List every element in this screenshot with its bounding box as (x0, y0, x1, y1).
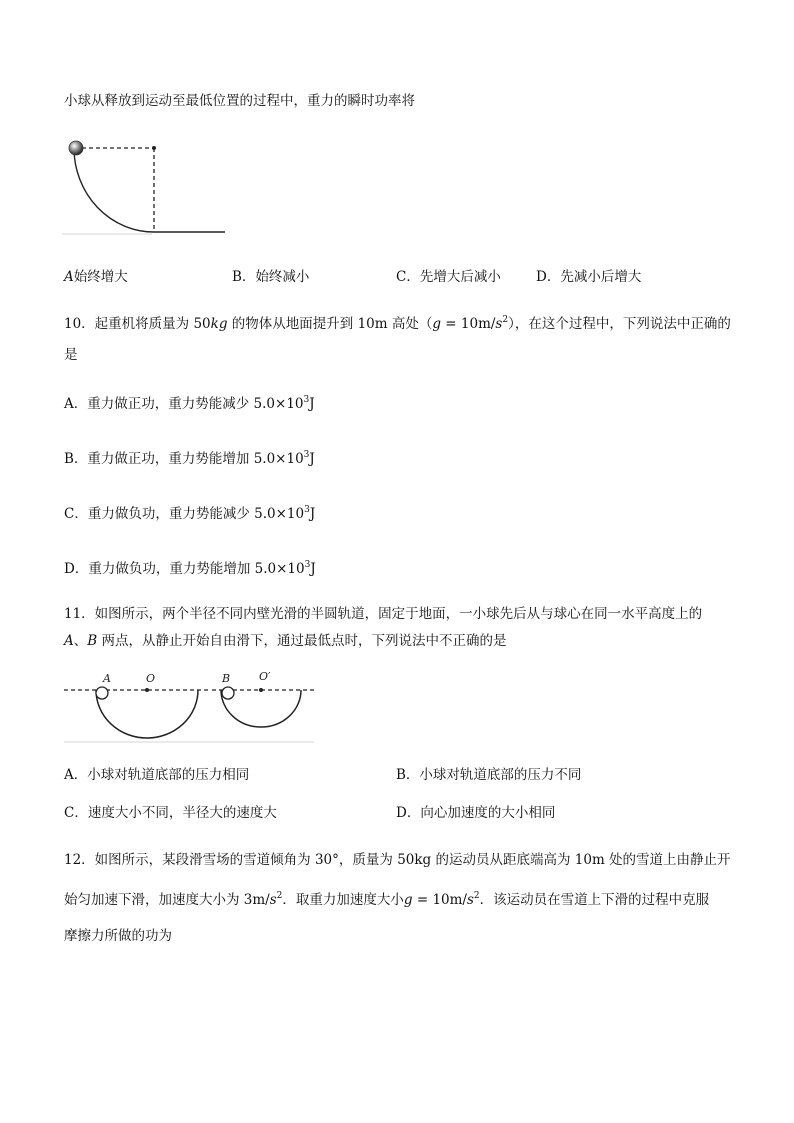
q11-large-semicircle (96, 690, 198, 738)
q12-stem-line3: 摩擦力所做的功为 (64, 928, 172, 944)
q11-center-o2-dot (259, 688, 263, 692)
q11-ball-b (222, 687, 234, 699)
q10-option-b[interactable]: B．重力做正功，重力势能增加 $5.0\times 10^3J$ (64, 450, 315, 467)
q11-label-o-prime: O′ (259, 670, 271, 683)
q9-option-a[interactable] (64, 268, 128, 286)
q12-stem-line2: 始匀加速下滑，加速度大小为 $3m/s^2$．取重力加速度大小$g = 10m/s^2$．该运动员在雪道上下滑的过程中克服 (64, 891, 710, 908)
q11-center-o-dot (145, 688, 149, 692)
q10-stem-line1: 10．起重机将质量为 50kg 的物体从地面提升到 10m 高处$(g = 10m/s^2)$，在这个过程中，下列说法中正确的 (64, 315, 731, 332)
q10-stem-line2: 是 (64, 347, 78, 363)
q9-option-a-text: 始终增大 (73, 269, 128, 285)
q11-stem-line1: 11．如图所示，两个半径不同内壁光滑的半圆轨道，固定于地面，一小球先后从与球心在同一水平高度上的 (64, 606, 703, 622)
q11-option-b[interactable]: B．小球对轨道底部的压力不同 (396, 767, 582, 783)
q11-label-o: O (146, 672, 156, 685)
q12-stem-line1: 12．如图所示，某段滑雪场的雪道倾角为 30°，质量为 50kg 的运动员从距底端高为 10m 处的雪道上由静止开 (64, 852, 731, 868)
q11-option-d[interactable]: D．向心加速度的大小相同 (396, 805, 556, 821)
q9-stem: 小球从释放到运动至最低位置的过程中，重力的瞬时功率将 (64, 93, 415, 109)
q10-option-c[interactable]: C．重力做负功，重力势能减少 $5.0\times 10^3J$ (64, 505, 316, 522)
q11-semicircle-tracks-figure (62, 668, 318, 746)
q11-option-c[interactable]: C．速度大小不同，半径大的速度大 (64, 805, 277, 821)
q9-pendulum-figure (62, 134, 230, 238)
q10-option-a[interactable]: A．重力做正功，重力势能减少 $5.0\times 10^3J$ (64, 395, 315, 412)
q11-label-a: A (103, 672, 111, 685)
q10-option-d[interactable]: D．重力做负功，重力势能增加 $5.0\times 10^3J$ (64, 560, 316, 577)
q11-option-a[interactable]: A．小球对轨道底部的压力相同 (64, 767, 250, 783)
q9-option-c[interactable]: C．先增大后减小 (396, 269, 501, 285)
q11-label-b: B (222, 672, 231, 685)
q9-option-b[interactable]: B．始终减小 (232, 269, 310, 285)
q11-stem-line2: A、B 两点，从静止开始自由滑下，通过最低点时，下列说法中不正确的是 (64, 633, 507, 649)
q9-option-a-letter: A (64, 269, 74, 285)
q9-arc-track (74, 148, 154, 232)
q11-ball-a (96, 687, 108, 699)
q9-ball (69, 141, 83, 155)
q9-pivot-dot (152, 146, 156, 150)
q9-option-d[interactable]: D．先减小后增大 (536, 269, 642, 285)
